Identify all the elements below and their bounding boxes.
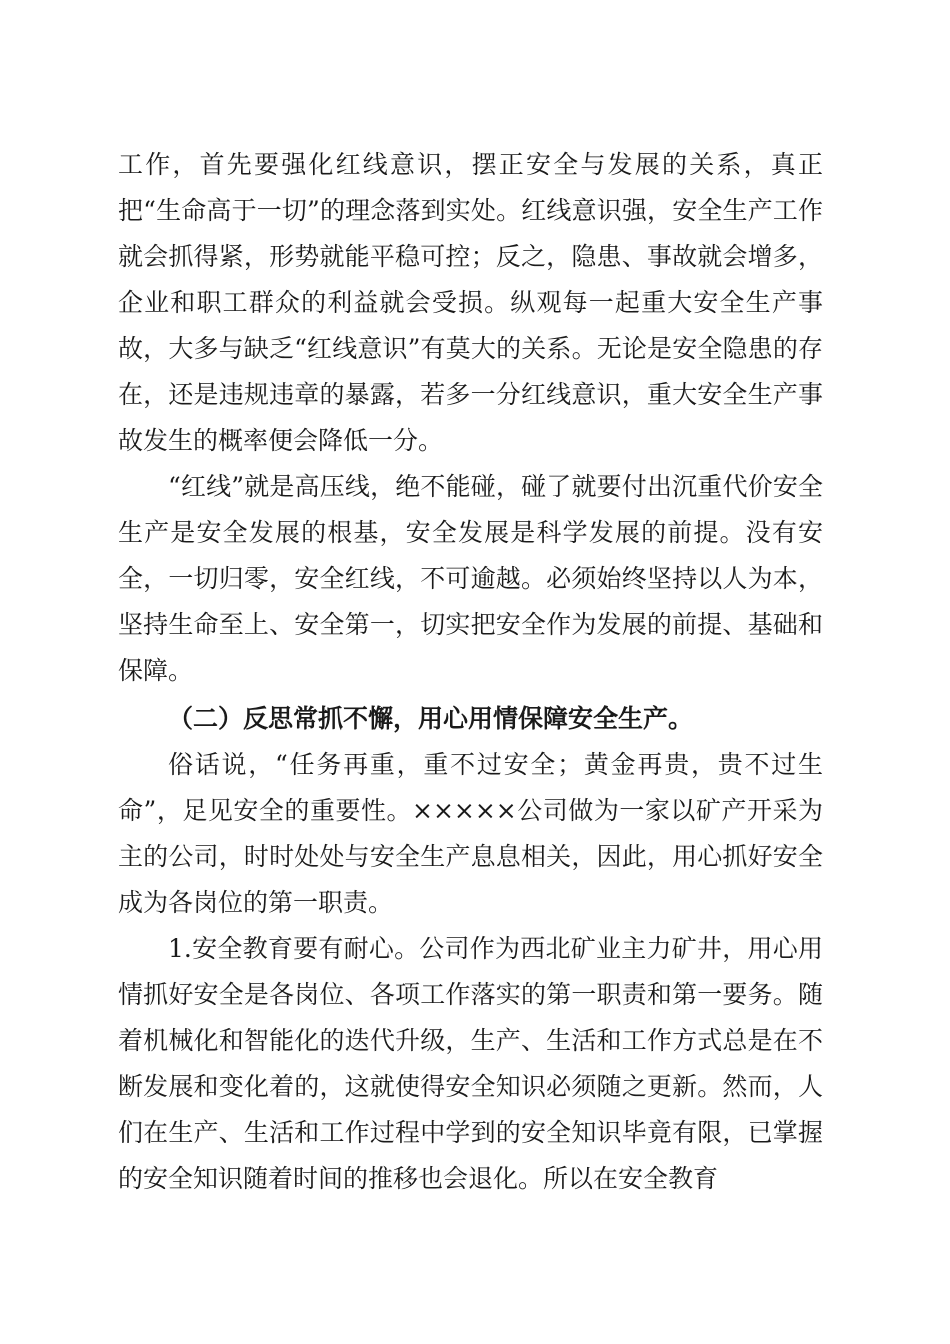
paragraph-continuation: 工作，首先要强化红线意识，摆正安全与发展的关系，真正把“生命高于一切”的理念落到实处。红线意识强，安全生产工作就会抓得紧，形势就能平稳可控；反之，隐患、事故就会增多，企业和职工群众的利益就会受损。纵观每一起重大安全生产事故，大多与缺乏“红线意识”有莫大的关系。无论是安全隐患的存在，还是违规违章的暴露，若多一分红线意识，重大安全生产事故发生的概率便会降低一分。 bbox=[118, 150, 823, 455]
document-body bbox=[118, 142, 823, 1202]
numbered-item-one: 1.安全教育要有耐心。公司作为西北矿业主力矿井，用心用情抓好安全是各岗位、各项工作落实的第一职责和第一要务。随着机械化和智能化的迭代升级，生产、生活和工作方式总是在不断发展和变化着的，这就使得安全知识必须随之更新。然而，人们在生产、生活和工作过程中学到的安全知识毕竟有限，已掌握的安全知识随着时间的推移也会退化。所以在安全教育 bbox=[118, 934, 823, 1193]
paragraph-proverb: 俗话说，“任务再重，重不过安全；黄金再贵，贵不过生命”，足见安全的重要性。×××××公司做为一家以矿产开采为主的公司，时时处处与安全生产息息相关，因此，用心抓好安全成为各岗位的第一职责。 bbox=[118, 750, 823, 917]
section-heading-two: （二）反思常抓不懈，用心用情保障安全生产。 bbox=[168, 704, 694, 733]
paragraph-red-line: “红线”就是高压线，绝不能碰，碰了就要付出沉重代价安全生产是安全发展的根基，安全发展是科学发展的前提。没有安全，一切归零，安全红线，不可逾越。必须始终坚持以人为本，坚持生命至上、安全第一，切实把安全作为发展的前提、基础和保障。 bbox=[118, 472, 823, 685]
